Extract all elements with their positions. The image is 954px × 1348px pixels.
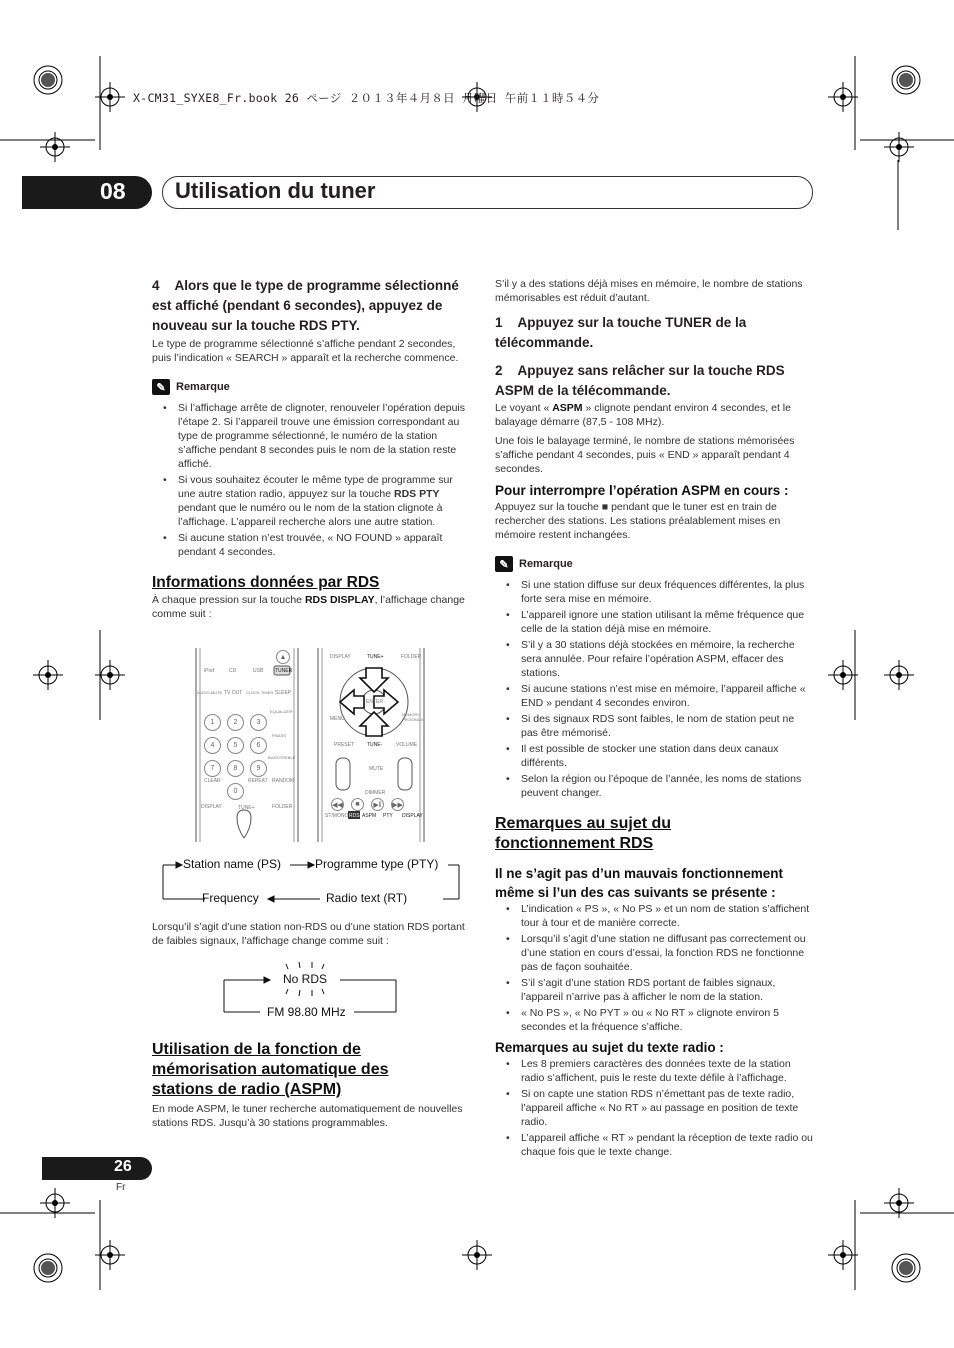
page-language: Fr <box>116 1182 126 1193</box>
key-3: 3 <box>250 714 267 731</box>
remote-label: DISPLAY <box>402 813 423 819</box>
key-2: 2 <box>227 714 244 731</box>
list-item: • Si on capte une station RDS n’émettant pas de texte radio, l’appareil affiche « No RT » au passage en position de texte radio. <box>521 1087 813 1129</box>
malfunction-list <box>495 902 813 1034</box>
remote-label: DIMMER <box>365 790 386 796</box>
list-item: • « No PS », « No PYT » ou « No RT » clignote environ 5 secondes et la fréquence s’affiche. <box>521 1006 813 1034</box>
page-number: 26 <box>114 1158 132 1175</box>
list-item: • L’indication « PS », « No PS » et un nom de station s’affichent tour à tour et de manière correcte. <box>521 902 813 930</box>
list-item: • Si aucune stations n’est mise en mémoire, l’appareil affiche « END » pendant 4 secondes environ. <box>521 682 813 710</box>
list-item: • S’il s’agit d’une station RDS portant de faibles signaux, l’appareil n’arrive pas à afficher le nom de la station. <box>521 976 813 1004</box>
page-number-badge <box>42 1157 152 1180</box>
aspm-heading: Utilisation de la fonction de mémorisation automatique des stations de radio (ASPM) <box>152 1041 389 1098</box>
list-item: • L’appareil ignore une station utilisant la même fréquence que celle de la station déjà mise en mémoire. <box>521 608 813 636</box>
radio-text-list <box>495 1057 813 1159</box>
remote-label: RANDOM <box>272 778 295 784</box>
flow-radio-text: Radio text (RT) <box>326 891 408 905</box>
remote-label: MENU <box>330 716 345 722</box>
note-1-list <box>152 401 470 559</box>
aspm-section <box>152 1040 470 1130</box>
key-7: 7 <box>204 760 221 777</box>
pencil-note-icon: ✎ <box>152 379 170 395</box>
remote-label: ASPM <box>362 813 377 819</box>
remote-label: USB <box>253 668 264 674</box>
chapter-number: 08 <box>100 178 126 204</box>
list-item: • Si une station diffuse sur deux fréquences différentes, la plus forte sera mise en mémoire. <box>521 578 813 606</box>
list-item: • Il est possible de stocker une station dans deux canaux différents. <box>521 742 813 770</box>
remote-label: TUNE+ <box>238 805 255 811</box>
list-item: • Si l’affichage arrête de clignoter, renouveler l’opération depuis l’étape 2. Si l’appareil trouve une émission correspondant au type de programme sélectionné, le numéro de la station s’affiche pendant 8 secondes puis le nom de la station reste affiché. <box>178 401 470 471</box>
left-column-top <box>152 276 470 621</box>
remote-label: PTY <box>383 813 393 819</box>
key-5: 5 <box>227 737 244 754</box>
remote-label: DISPLAY <box>201 804 222 810</box>
interrupt-body: Appuyez sur la touche ■ pendant que le tuner est en train de rechercher des stations. Les stations préalablement mises en mémoire restent inchangées. <box>495 501 781 541</box>
rds-display-flow <box>160 854 465 910</box>
key-4: 4 <box>204 737 221 754</box>
flow-frequency: Frequency <box>202 891 259 905</box>
remote-label: TV OUT <box>224 690 243 696</box>
radio-text-heading: Remarques au sujet du texte radio : <box>495 1040 724 1055</box>
list-item: • Selon la région ou l’époque de l’année, les noms de stations peuvent changer. <box>521 772 813 800</box>
remote-label: RDS <box>349 813 360 819</box>
aspm-intro: S’il y a des stations déjà mises en mémoire, le nombre de stations mémorisables est réduit d’autant. <box>495 278 803 304</box>
flow-no-rds: No RDS <box>283 972 328 986</box>
remote-label: REPEAT <box>248 778 268 784</box>
remote-label: VOLUME <box>396 742 418 748</box>
rds-info-heading: Informations données par RDS <box>152 574 380 591</box>
remote-label: ST/MONO <box>325 813 349 819</box>
remote-label: PRESET <box>334 742 355 748</box>
right-column <box>495 277 813 1161</box>
remote-label: FOLDER <box>401 654 422 660</box>
flow-station-name: Station name (PS) <box>183 857 282 871</box>
non-rds-body: Lorsqu’il s’agit d’une station non-RDS ou d’une station RDS portant de faibles signaux, l’affichage change comme suit : <box>152 921 465 947</box>
remote-label: EQUALIZER <box>270 709 293 714</box>
remote-label: ENTER <box>366 699 383 705</box>
list-item: • Les 8 premiers caractères des données texte de la station radio s’affichent, puis le reste du texte défile à l’affichage. <box>521 1057 813 1085</box>
note-1-header: ✎ Remarque <box>152 379 470 395</box>
note-2-header: ✎ Remarque <box>495 556 813 572</box>
list-item: • Si aucune station n’est trouvée, « NO FOUND » apparaît pendant 4 secondes. <box>178 531 470 559</box>
key-1: 1 <box>204 714 221 731</box>
chapter-title: Utilisation du tuner <box>175 178 376 203</box>
remote-label: CLOCK TIMER <box>246 690 274 695</box>
list-item: • Si vous souhaitez écouter le même type de programme sur une autre station radio, appuyez sur la touche RDS PTY pendant que le numéro ou le nom de la station clignote à l’affichage. L’appareil recherche alors une autre station. <box>178 473 470 529</box>
key-8: 8 <box>227 760 244 777</box>
remote-label: CLEAR <box>204 778 221 784</box>
key-0: 0 <box>227 783 244 800</box>
malfunction-heading: Il ne s’agit pas d’un mauvais fonctionnement même si l’un des cas suivants se présente : <box>495 866 784 900</box>
step-1-heading: 1 Appuyez sur la touche TUNER de la télécommande. <box>495 315 747 350</box>
step-4-body: Le type de programme sélectionné s’affiche pendant 2 secondes, puis l’indication « SEARCH » apparaît et la recherche commence. <box>152 338 459 364</box>
remote-label: SLEEP <box>275 690 292 696</box>
remote-label: DISPLAY <box>330 654 351 660</box>
note-2-list <box>495 578 813 800</box>
remote-label: TUNE+ <box>367 654 384 660</box>
remote-label: TUNE- <box>367 742 383 748</box>
list-item: • Lorsqu’il s’agit d’une station ne diffusant pas correctement ou d’une station en cours d’essai, la fonction RDS ne fonctionne pas de façon souhaitée. <box>521 932 813 974</box>
remote-control-illustration: ▲ 1 2 3 4 5 6 7 8 9 0 iPod CD USB TUNER AUDIO MUTE TV OUT CLOCK TIMER SLEEP EQUALIZER P.BASS BASS/TREBLE CLEAR REPEAT RANDOM DISPLAY TUNE+ FOLDER DISPLAY TUNE+ FOLDER ENTER MENU MEMORY PROGRAM PRESET TUNE- VOLUME MUTE DIMMER ST/MONO RDS ASPM PTY DISPLAY ◀◀ ■ ▶‖ ▶▶ <box>188 648 428 842</box>
print-header: X-CM31_SYXE8_Fr.book 26 ページ ２０１３年４月８日 月曜日 午前１１時５４分 <box>133 91 600 105</box>
remote-label: BASS/TREBLE <box>268 755 296 760</box>
remote-label: FOLDER <box>272 804 293 810</box>
pencil-note-icon: ✎ <box>495 556 513 572</box>
rds-info-body: À chaque pression sur la touche RDS DISPLAY, l’affichage change comme suit : <box>152 594 465 620</box>
step-2-body-2: Une fois le balayage terminé, le nombre de stations mémorisées s’affiche pendant 4 secondes, puis « END » apparaît pendant 4 secondes. <box>495 435 795 475</box>
flow-programme-type: Programme type (PTY) <box>315 857 439 871</box>
interrupt-heading: Pour interrompre l’opération ASPM en cours : <box>495 483 789 498</box>
remote-label: TUNER <box>275 668 293 674</box>
no-rds-flow <box>220 962 400 1024</box>
remote-label: P.BASS <box>272 733 286 738</box>
aspm-body: En mode ASPM, le tuner recherche automatiquement de nouvelles stations RDS. Jusqu’à 30 stations programmables. <box>152 1103 463 1129</box>
step-2-body: Le voyant « ASPM » clignote pendant environ 4 secondes, et le balayage démarre (87,5 - 108 MHz). <box>495 402 791 428</box>
flow-frequency-value: FM 98.80 MHz <box>267 1005 346 1019</box>
remote-label: MUTE <box>369 766 384 772</box>
list-item: • S’il y a 30 stations déjà stockées en mémoire, la recherche sera annulée. Pour refaire l’opération ASPM, effacer des stations. <box>521 638 813 680</box>
remote-label: iPod <box>204 668 215 674</box>
rds-remarks-heading: Remarques au sujet du fonctionnement RDS <box>495 815 672 852</box>
key-9: 9 <box>250 760 267 777</box>
remote-label: AUDIO MUTE <box>197 690 223 695</box>
remote-label: MEMORY PROGRAM <box>402 712 423 722</box>
remote-label: CD <box>229 668 237 674</box>
list-item: • Si des signaux RDS sont faibles, le nom de station peut ne pas être mémorisé. <box>521 712 813 740</box>
step-4-heading: 4 Alors que le type de programme sélectionné est affiché (pendant 6 secondes), appuyez de nouveau sur la touche RDS PTY. <box>152 278 459 333</box>
step-2-heading: 2 Appuyez sans relâcher sur la touche RDS ASPM de la télécommande. <box>495 363 785 398</box>
chapter-badge <box>22 176 152 209</box>
list-item: • L’appareil affiche « RT » pendant la réception de texte radio ou chaque fois que le texte change. <box>521 1131 813 1159</box>
key-6: 6 <box>250 737 267 754</box>
